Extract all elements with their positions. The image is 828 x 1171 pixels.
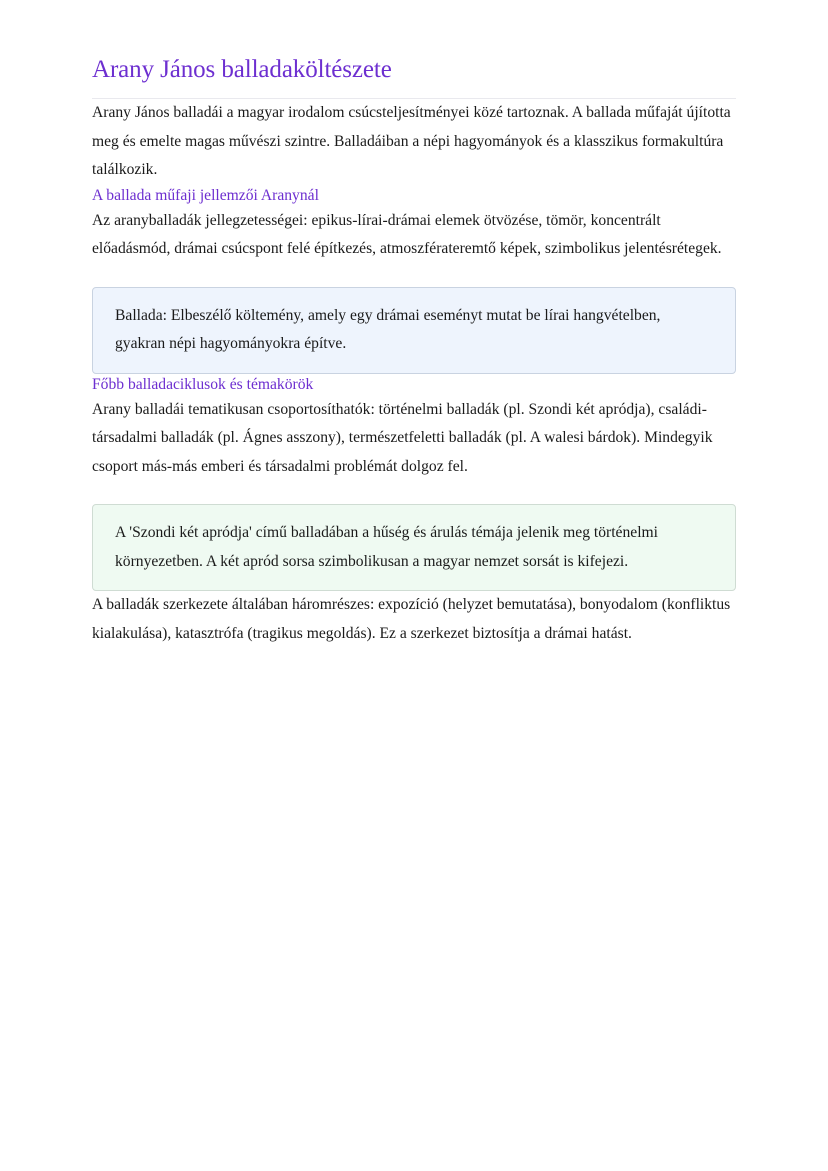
- example-box: A 'Szondi két apródja' című balladában a hűség és árulás témája jelenik meg történelmi környezetben. A két apród sorsa szimbolikusan a magyar nemzet sorsát is kifejezi.: [92, 504, 736, 591]
- section-paragraph: Az aranyballadák jellegzetességei: epikus-lírai-drámai elemek ötvözése, tömör, koncentrált előadásmód, drámai csúcspont felé építkezés, atmoszférateremtő képek, szimbolikus jelentésrétegek.: [92, 211, 722, 257]
- section-paragraph: Arany balladái tematikusan csoportosíthatók: történelmi balladák (pl. Szondi két apródja), családi-társadalmi balladák (pl. Ágnes asszony), természetfeletti balladák (pl. A walesi bárdok). Mindegyik csoport más-más emberi és társadalmi problémát dolgoz fel.: [92, 400, 713, 475]
- closing-paragraph: A balladák szerkezete általában háromrészes: expozíció (helyzet bemutatása), bonyodalom (konfliktus kialakulása), katasztrófa (tragikus megoldás). Ez a szerkezet biztosítja a drámai hatást.: [92, 596, 731, 642]
- section-heading: A ballada műfaji jellemzői Aranynál: [92, 186, 319, 204]
- page-title: Arany János balladaköltészete: [92, 56, 392, 83]
- section-heading: Főbb balladaciklusok és témakörök: [92, 375, 314, 393]
- intro-paragraph: Arany János balladái a magyar irodalom csúcsteljesítményei közé tartoznak. A ballada műfaját újította meg és emelte magas művészi szintre. Balladáiban a népi hagyományok és a klasszikus formakultúra találkozik.: [92, 104, 731, 178]
- section-genre-features: [92, 185, 736, 374]
- definition-box: Ballada: Elbeszélő költemény, amely egy drámai eseményt mutat be lírai hangvételben, gyakran népi hagyományokra építve.: [92, 287, 736, 374]
- section-ballad-cycles: [92, 374, 736, 592]
